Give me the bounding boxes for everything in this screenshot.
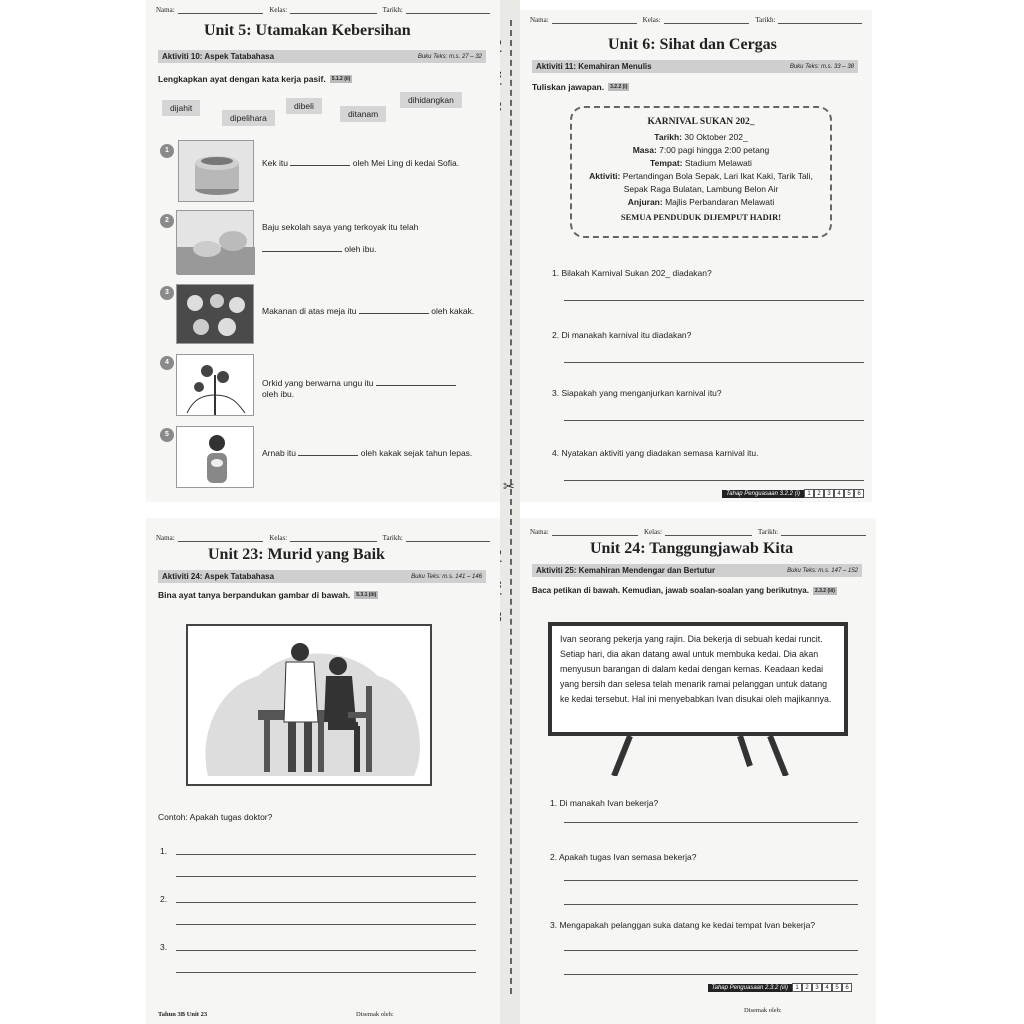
- question-2: 2. Apakah tugas Ivan semasa bekerja?: [550, 852, 697, 862]
- poster-title: KARNIVAL SUKAN 202_: [647, 117, 755, 127]
- answer-line[interactable]: [564, 822, 858, 823]
- doctor-patient-picture: [186, 624, 432, 786]
- answer-blank[interactable]: [376, 385, 456, 386]
- footer-left: Tahun 3B Unit 23: [158, 1011, 208, 1018]
- worksheet-unit-5: [146, 0, 500, 502]
- instruction: Tuliskan jawapan. 3.2.2 (i): [532, 82, 628, 92]
- example-question: Contoh: Apakah tugas doktor?: [158, 812, 273, 822]
- poster-venue: Tempat: Stadium Melawati: [650, 158, 752, 168]
- answer-number: 1.: [160, 846, 168, 856]
- name-field[interactable]: [178, 6, 264, 14]
- unit-title: Unit 5: Utamakan Kebersihan: [204, 22, 411, 39]
- worksheet-unit-6: [520, 10, 872, 502]
- unit-title: Unit 24: Tanggungjawab Kita: [590, 540, 794, 557]
- student-header: Nama: Kelas: Tarikh:: [156, 534, 490, 542]
- answer-line[interactable]: [176, 924, 476, 925]
- answer-line[interactable]: [564, 950, 858, 951]
- question-text: Makanan di atas meja itu oleh kakak.: [262, 306, 475, 316]
- answer-line[interactable]: [564, 362, 864, 363]
- word-option: dijahit: [162, 100, 200, 116]
- question-3: 3. Siapakah yang menganjurkan karnival itu?: [552, 388, 722, 398]
- class-field[interactable]: [290, 534, 376, 542]
- answer-line[interactable]: [176, 950, 476, 951]
- mastery-level: Tahap Penguasaan 2.3.2 (iii) 1 2 3 4 5 6: [708, 983, 853, 992]
- student-header: Nama: Kelas: Tarikh:: [530, 16, 862, 24]
- answer-line[interactable]: [564, 974, 858, 975]
- question-number: 4: [160, 356, 174, 370]
- sewing-picture: [176, 210, 254, 274]
- worksheet-unit-24: [520, 518, 876, 1024]
- cut-line: [510, 20, 512, 994]
- scissors-icon: ✂: [503, 478, 515, 494]
- answer-line[interactable]: [176, 972, 476, 973]
- board-stand: [600, 736, 800, 776]
- question-number: 2: [160, 214, 174, 228]
- answer-line[interactable]: [564, 420, 864, 421]
- class-field[interactable]: [290, 6, 376, 14]
- word-option: dihidangkan: [400, 92, 462, 108]
- unit-title: Unit 6: Sihat dan Cergas: [608, 36, 777, 53]
- answer-blank[interactable]: [290, 165, 350, 166]
- question-number: 5: [160, 428, 174, 442]
- passage-board: Ivan seorang pekerja yang rajin. Dia bekerja di sebuah kedai runcit. Setiap hari, dia akan datang awal untuk membuka kedai. Dia akan menyusun barangan di dalam kedai dengan kemas. Keadaan kedai yang bersih dan selesa telah menarik ramai pelanggan untuk datang ke kedai tersebut. Hal ini menyebabkan Ivan disukai oleh majikannya.: [548, 622, 848, 736]
- activity-band: Aktiviti 25: Kemahiran Mendengar dan Bertutur Buku Teks: m.s. 147 – 152: [532, 564, 862, 577]
- answer-blank[interactable]: [359, 313, 429, 314]
- question-4: 4. Nyatakan aktiviti yang diadakan semasa karnival itu.: [552, 448, 759, 458]
- answer-line[interactable]: [564, 880, 858, 881]
- name-field[interactable]: [552, 16, 637, 24]
- instruction: Baca petikan di bawah. Kemudian, jawab soalan-soalan yang berikutnya. 2.3.2 (iii): [532, 586, 835, 595]
- word-option: ditanam: [340, 106, 386, 122]
- right-margin: [876, 0, 1024, 1024]
- question-text: Baju sekolah saya yang terkoyak itu telah oleh ibu.: [262, 222, 419, 254]
- cake-picture: [178, 140, 254, 202]
- instruction: Lengkapkan ayat dengan kata kerja pasif. 5.1.2 (ii): [158, 74, 351, 84]
- question-text: Orkid yang berwarna ungu itu oleh ibu.: [262, 378, 488, 400]
- rabbit-girl-picture: [176, 426, 254, 488]
- name-field[interactable]: [552, 528, 638, 536]
- answer-line[interactable]: [176, 902, 476, 903]
- question-number: 3: [160, 286, 174, 300]
- answer-number: 2.: [160, 894, 168, 904]
- question-text: Arnab itu oleh kakak sejak tahun lepas.: [262, 448, 473, 458]
- question-2: 2. Di manakah karnival itu diadakan?: [552, 330, 692, 340]
- student-header: Nama: Kelas: Tarikh:: [530, 528, 866, 536]
- word-option: dipelihara: [222, 110, 275, 126]
- activity-band: Aktiviti 10: Aspek Tatabahasa Buku Teks: m.s. 27 – 32: [158, 50, 486, 63]
- poster-footer: SEMUA PENDUDUK DIJEMPUT HADIR!: [620, 212, 782, 222]
- unit-title: Unit 23: Murid yang Baik: [208, 546, 385, 563]
- class-field[interactable]: [664, 16, 750, 24]
- date-field[interactable]: [778, 16, 862, 24]
- answer-line[interactable]: [176, 854, 476, 855]
- worksheet-unit-23: [146, 518, 500, 1024]
- activity-band: Aktiviti 11: Kemahiran Menulis Buku Teks: m.s. 33 – 38: [532, 60, 858, 73]
- question-text: Kek itu oleh Mei Ling di kedai Sofia.: [262, 158, 460, 168]
- answer-line[interactable]: [176, 876, 476, 877]
- date-field[interactable]: [406, 534, 490, 542]
- student-header: Nama: Kelas: Tarikh:: [156, 6, 490, 14]
- answer-blank[interactable]: [298, 455, 358, 456]
- date-field[interactable]: [406, 6, 490, 14]
- question-number: 1: [160, 144, 174, 158]
- footer-checked-by: Disemak oleh:: [744, 1007, 782, 1014]
- poster-activities: Aktiviti: Pertandingan Bola Sepak, Lari Ikat Kaki, Tarik Tali, Sepak Raga Bulatan, Lambung Belon Air: [589, 171, 813, 194]
- poster-organiser: Anjuran: Majlis Perbandaran Melawati: [627, 197, 775, 207]
- answer-blank[interactable]: [262, 251, 342, 252]
- mastery-level: Tahap Penguasaan 3.2.2 (i) 1 2 3 4 5 6: [722, 489, 864, 498]
- instruction: Bina ayat tanya berpandukan gambar di bawah. 5.3.1 (iii): [158, 590, 377, 600]
- orchid-picture: [176, 354, 254, 416]
- question-3: 3. Mengapakah pelanggan suka datang ke kedai tempat Ivan bekerja?: [550, 920, 816, 930]
- answer-number: 3.: [160, 942, 168, 952]
- date-field[interactable]: [781, 528, 866, 536]
- question-1: 1. Di manakah Ivan bekerja?: [550, 798, 659, 808]
- answer-line[interactable]: [564, 480, 864, 481]
- activity-band: Aktiviti 24: Aspek Tatabahasa Buku Teks: m.s. 141 – 146: [158, 570, 486, 583]
- footer-checked-by: Disemak oleh:: [356, 1011, 394, 1018]
- poster-date: Tarikh: 30 Oktober 202_: [654, 132, 748, 142]
- class-field[interactable]: [665, 528, 752, 536]
- question-1: 1. Bilakah Karnival Sukan 202_ diadakan?: [552, 268, 712, 278]
- answer-line[interactable]: [564, 300, 864, 301]
- food-table-picture: [176, 284, 254, 344]
- poster-time: Masa: 7:00 pagi hingga 2:00 petang: [632, 145, 770, 155]
- carnival-poster: [570, 106, 832, 238]
- answer-line[interactable]: [564, 904, 858, 905]
- name-field[interactable]: [178, 534, 264, 542]
- word-option: dibeli: [286, 98, 322, 114]
